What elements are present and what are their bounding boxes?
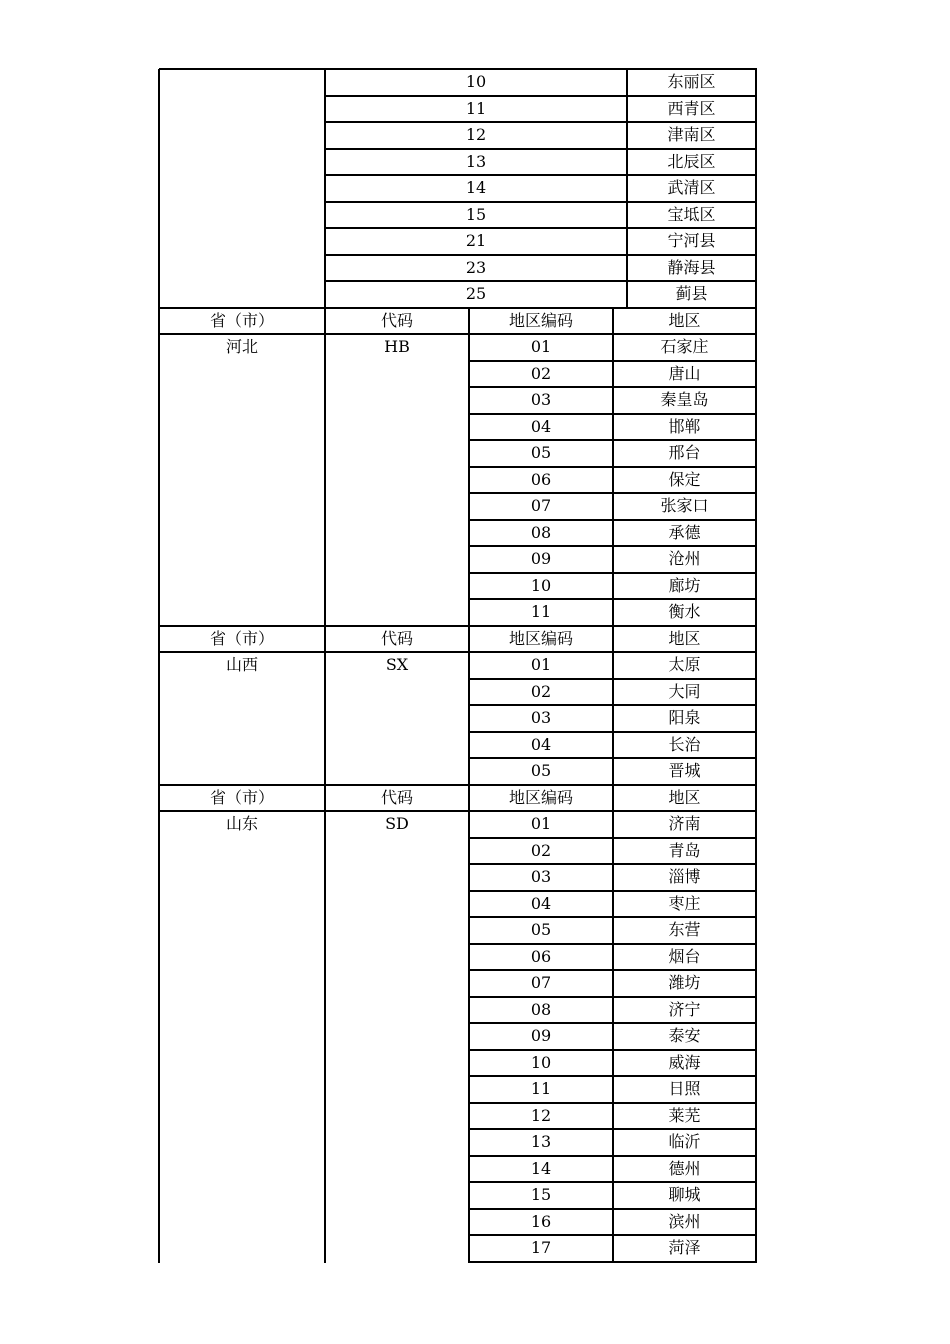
area-code-cell: 07: [530, 496, 552, 516]
table-border: [325, 201, 757, 203]
area-code-cell: 09: [530, 549, 552, 569]
area-code-cell: 14: [465, 178, 487, 198]
area-name-cell: 东丽区: [667, 72, 716, 92]
area-code-cell: 17: [530, 1238, 552, 1258]
column-header-code: 代码: [380, 310, 413, 330]
area-name-cell: 静海县: [667, 257, 716, 277]
area-code-cell: 02: [530, 840, 552, 860]
area-code-cell: 13: [465, 151, 487, 171]
area-name-cell: 津南区: [667, 125, 716, 145]
area-code-cell: 08: [530, 522, 552, 542]
area-code-cell: 06: [530, 946, 552, 966]
area-code-cell: 11: [530, 1079, 552, 1099]
column-header-code: 代码: [380, 787, 413, 807]
column-header-province: 省（市）: [209, 787, 274, 807]
column-header-area: 地区: [668, 787, 701, 807]
area-code-cell: 05: [530, 443, 552, 463]
area-code-cell: 04: [530, 893, 552, 913]
table-border: [324, 69, 326, 309]
area-name-cell: 衡水: [668, 602, 701, 622]
area-code-cell: 10: [465, 72, 487, 92]
area-name-cell: 邯郸: [668, 416, 701, 436]
area-code-cell: 13: [530, 1132, 552, 1152]
area-code-cell: 04: [530, 734, 552, 754]
area-name-cell: 北辰区: [667, 151, 716, 171]
area-name-cell: 石家庄: [660, 337, 709, 357]
area-name-cell: 东营: [668, 920, 701, 940]
table-border: [158, 626, 160, 654]
column-header-area: 地区: [668, 628, 701, 648]
area-code-cell: 01: [530, 655, 552, 675]
area-code-cell: 01: [530, 337, 552, 357]
province-name-cell: 山东: [225, 814, 258, 834]
area-name-cell: 大同: [668, 681, 701, 701]
area-code-cell: 16: [530, 1211, 552, 1231]
area-code-cell: 10: [530, 1052, 552, 1072]
table-border: [755, 69, 757, 309]
area-code-cell: 02: [530, 681, 552, 701]
column-header-area-code: 地区编码: [508, 628, 573, 648]
table-border: [325, 227, 757, 229]
column-header-area: 地区: [668, 310, 701, 330]
area-name-cell: 太原: [668, 655, 701, 675]
area-name-cell: 承德: [668, 522, 701, 542]
table-border: [469, 1261, 757, 1263]
table-border: [468, 626, 470, 654]
table-border: [158, 811, 160, 1263]
table-border: [324, 626, 326, 654]
table-border: [325, 68, 757, 70]
area-name-cell: 西青区: [667, 98, 716, 118]
area-name-cell: 淄博: [668, 867, 701, 887]
table-border: [468, 308, 470, 336]
province-code-cell: HB: [384, 337, 410, 357]
area-code-cell: 12: [465, 125, 487, 145]
table-border: [159, 68, 326, 70]
table-border: [755, 334, 757, 627]
province-code-cell: SX: [385, 655, 409, 675]
area-name-cell: 聊城: [668, 1185, 701, 1205]
table-border: [755, 785, 757, 813]
area-code-cell: 03: [530, 390, 552, 410]
table-border: [468, 652, 470, 786]
table-border: [612, 308, 614, 336]
area-name-cell: 宝坻区: [667, 204, 716, 224]
table-border: [325, 280, 757, 282]
table-border: [612, 785, 614, 813]
area-code-cell: 05: [530, 920, 552, 940]
table-border: [158, 308, 160, 336]
area-name-cell: 济宁: [668, 999, 701, 1019]
area-code-cell: 07: [530, 973, 552, 993]
area-name-cell: 晋城: [668, 761, 701, 781]
table-border: [324, 308, 326, 336]
area-name-cell: 长治: [668, 734, 701, 754]
area-code-cell: 02: [530, 363, 552, 383]
area-name-cell: 日照: [668, 1079, 701, 1099]
table-border: [612, 811, 614, 1263]
table-border: [325, 121, 757, 123]
table-border: [158, 69, 160, 309]
table-border: [324, 334, 326, 627]
area-name-cell: 威海: [668, 1052, 701, 1072]
column-header-province: 省（市）: [209, 310, 274, 330]
area-name-cell: 宁河县: [667, 231, 716, 251]
area-code-cell: 15: [530, 1185, 552, 1205]
table-border: [468, 785, 470, 813]
area-name-cell: 保定: [668, 469, 701, 489]
table-border: [324, 652, 326, 786]
table-border: [626, 69, 628, 309]
area-code-cell: 08: [530, 999, 552, 1019]
column-header-area-code: 地区编码: [508, 787, 573, 807]
table-border: [325, 148, 757, 150]
area-name-cell: 邢台: [668, 443, 701, 463]
area-name-cell: 德州: [668, 1158, 701, 1178]
area-name-cell: 莱芜: [668, 1105, 701, 1125]
area-name-cell: 青岛: [668, 840, 701, 860]
table-border: [755, 811, 757, 1263]
table-border: [612, 334, 614, 627]
table-border: [324, 811, 326, 1263]
column-header-area-code: 地区编码: [508, 310, 573, 330]
table-border: [158, 334, 160, 627]
area-code-cell: 10: [530, 575, 552, 595]
column-header-province: 省（市）: [209, 628, 274, 648]
table-border: [158, 785, 160, 813]
area-code-cell: 25: [465, 284, 487, 304]
area-code-cell: 06: [530, 469, 552, 489]
province-name-cell: 山西: [225, 655, 258, 675]
area-code-cell: 15: [465, 204, 487, 224]
table-border: [755, 652, 757, 786]
area-name-cell: 菏泽: [668, 1238, 701, 1258]
table-border: [755, 626, 757, 654]
area-code-cell: 03: [530, 867, 552, 887]
column-header-code: 代码: [380, 628, 413, 648]
area-name-cell: 临沂: [668, 1132, 701, 1152]
area-name-cell: 唐山: [668, 363, 701, 383]
table-border: [325, 174, 757, 176]
area-name-cell: 枣庄: [668, 893, 701, 913]
area-name-cell: 滨州: [668, 1211, 701, 1231]
area-code-cell: 09: [530, 1026, 552, 1046]
area-code-cell: 11: [465, 98, 487, 118]
table-border: [325, 254, 757, 256]
province-name-cell: 河北: [225, 337, 258, 357]
area-code-cell: 03: [530, 708, 552, 728]
area-name-cell: 蓟县: [675, 284, 708, 304]
table-border: [325, 95, 757, 97]
area-name-cell: 武清区: [667, 178, 716, 198]
area-name-cell: 潍坊: [668, 973, 701, 993]
area-code-cell: 21: [465, 231, 487, 251]
area-code-cell: 14: [530, 1158, 552, 1178]
table-border: [755, 308, 757, 336]
area-name-cell: 沧州: [668, 549, 701, 569]
table-border: [324, 785, 326, 813]
area-name-cell: 阳泉: [668, 708, 701, 728]
area-name-cell: 秦皇岛: [660, 390, 709, 410]
table-border: [468, 811, 470, 1263]
area-name-cell: 廊坊: [668, 575, 701, 595]
area-name-cell: 烟台: [668, 946, 701, 966]
province-code-cell: SD: [385, 814, 409, 834]
area-code-cell: 04: [530, 416, 552, 436]
area-code-cell: 23: [465, 257, 487, 277]
table-border: [468, 334, 470, 627]
table-border: [612, 652, 614, 786]
area-code-cell: 11: [530, 602, 552, 622]
table-border: [612, 626, 614, 654]
area-code-cell: 12: [530, 1105, 552, 1125]
area-code-cell: 01: [530, 814, 552, 834]
area-code-cell: 05: [530, 761, 552, 781]
area-name-cell: 济南: [668, 814, 701, 834]
table-border: [158, 652, 160, 786]
area-name-cell: 泰安: [668, 1026, 701, 1046]
area-name-cell: 张家口: [660, 496, 709, 516]
